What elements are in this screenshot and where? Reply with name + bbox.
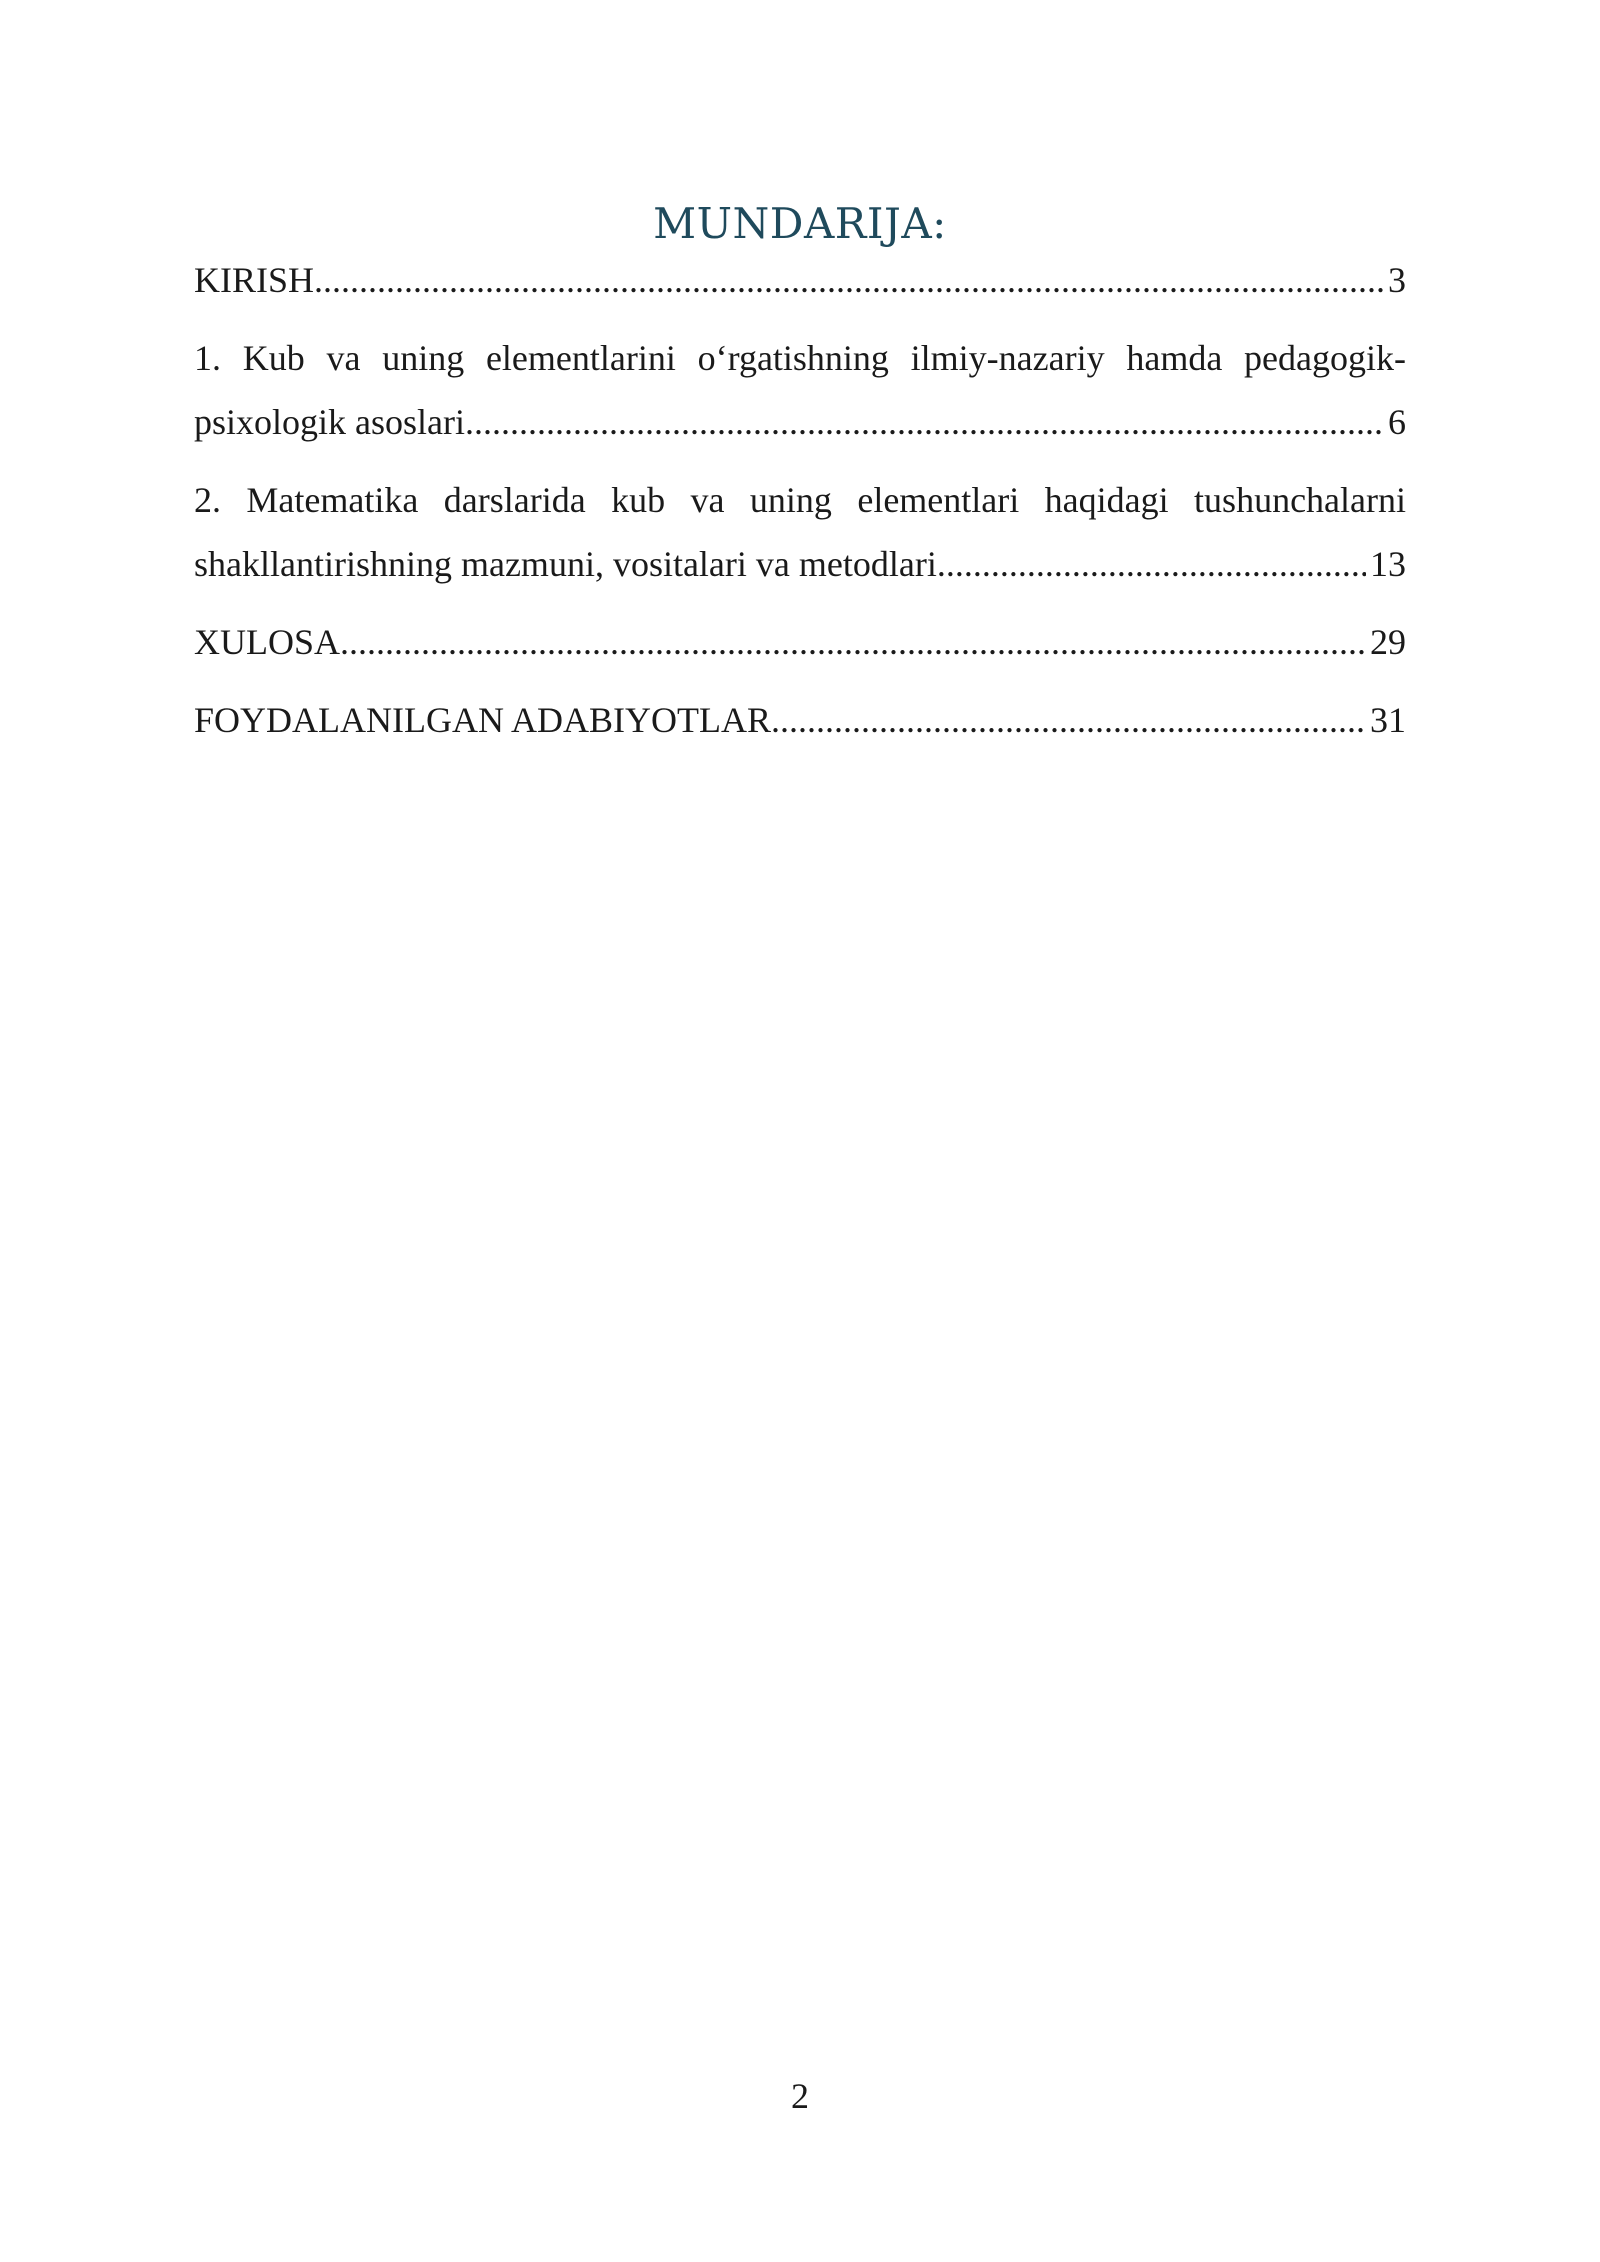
toc-entry-chapter-2[interactable] bbox=[194, 468, 1406, 596]
toc-entry-adabiyotlar[interactable] bbox=[194, 688, 1406, 752]
toc-entry-first-line: 1. Kub va uning elementlarini o‘rgatishning ilmiy-nazariy hamda pedagogik- bbox=[194, 338, 1406, 378]
toc-title: MUNDARIJA: bbox=[653, 199, 947, 248]
toc-entry-page: 3 bbox=[1388, 260, 1406, 300]
toc-entry-line bbox=[194, 390, 1406, 454]
toc-entry-text: FOYDALANILGAN ADABIYOTLAR bbox=[194, 700, 771, 740]
toc-entry-line bbox=[194, 532, 1406, 596]
toc-entry-chapter-1[interactable] bbox=[194, 326, 1406, 454]
toc-entry-text: psixologik asoslari bbox=[194, 402, 465, 442]
toc-entry-line bbox=[194, 248, 1406, 312]
table-of-contents bbox=[194, 196, 1406, 752]
page-number: 2 bbox=[791, 2076, 809, 2116]
toc-entry-page: 13 bbox=[1370, 544, 1406, 584]
toc-entry-line bbox=[194, 610, 1406, 674]
toc-entry-page: 29 bbox=[1370, 622, 1406, 662]
toc-list bbox=[194, 248, 1406, 752]
toc-entry-text: KIRISH bbox=[194, 260, 315, 300]
toc-entry-text: XULOSA bbox=[194, 622, 341, 662]
toc-dot-leader bbox=[465, 390, 1384, 454]
toc-dot-leader bbox=[937, 532, 1366, 596]
toc-dot-leader bbox=[340, 610, 1366, 674]
toc-entry-first-line: 2. Matematika darslarida kub va uning elementlari haqidagi tushunchalarni bbox=[194, 480, 1406, 520]
toc-entry-kirish[interactable] bbox=[194, 248, 1406, 312]
toc-entry-text: shakllantirishning mazmuni, vositalari va metodlari bbox=[194, 544, 937, 584]
toc-dot-leader bbox=[771, 688, 1366, 752]
toc-entry-page: 6 bbox=[1388, 402, 1406, 442]
toc-entry-line bbox=[194, 688, 1406, 752]
toc-dot-leader bbox=[314, 248, 1384, 312]
toc-entry-page: 31 bbox=[1370, 700, 1406, 740]
toc-entry-xulosa[interactable] bbox=[194, 610, 1406, 674]
